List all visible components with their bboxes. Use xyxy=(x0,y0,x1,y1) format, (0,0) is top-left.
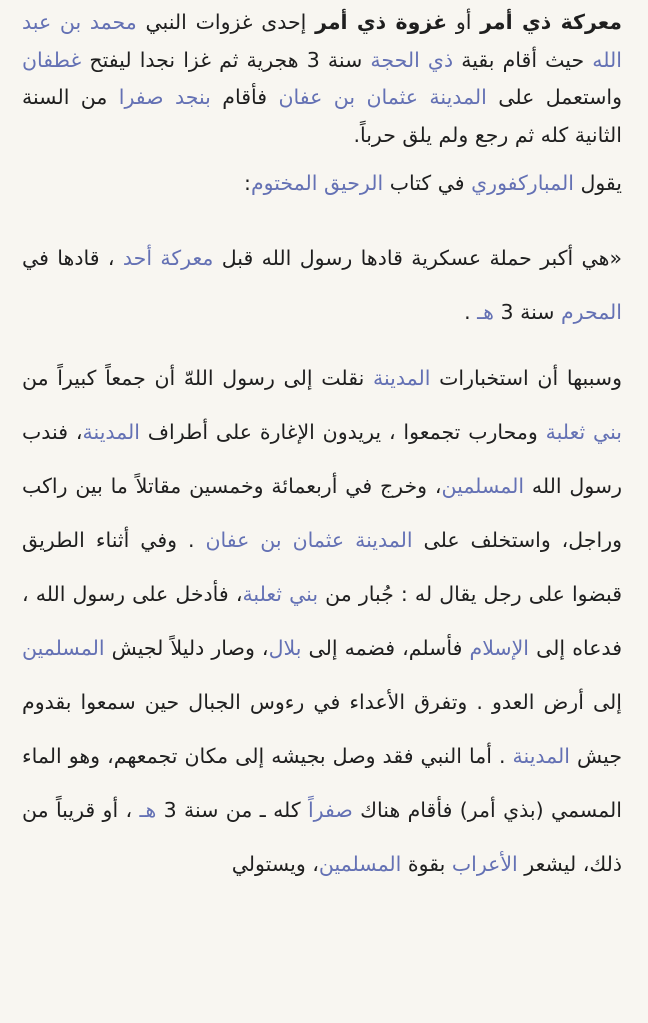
intro-text: من السنة الثانية كله ثم رجع ولم يلق حرباً. xyxy=(22,85,622,147)
link-ghatafan[interactable]: غطفان xyxy=(22,47,82,72)
body-text: . وفي أثناء الطريق قبضوا على رجل يقال له : جُبار من xyxy=(22,527,622,606)
body-text: فأسلم، فضمه إلى xyxy=(301,635,470,660)
link-najd[interactable]: بنجد xyxy=(174,85,211,109)
link-safar[interactable]: صفرا xyxy=(118,85,164,109)
link-muslims[interactable]: المسلمين xyxy=(441,473,525,498)
link-hijri[interactable]: هـ xyxy=(477,299,494,324)
quote-text: «هي أكبر حملة عسكرية قادها رسول الله قبل xyxy=(213,245,622,270)
link-battle-of-uhud[interactable]: معركة أحد xyxy=(122,245,214,270)
citation-text: : xyxy=(244,171,251,195)
citation-text: في كتاب xyxy=(383,171,472,195)
body-text: نقلت إلى رسول اللهّ أن جمعاً كبيراً من xyxy=(22,365,373,390)
body-text: إلى أرض العدو . وتفرق الأعداء في رءوس الجبال حين سمعوا بقدوم جيش xyxy=(22,689,622,768)
article-title-bold: معركة ذي أمر xyxy=(480,10,622,34)
link-uthman-ibn-affan[interactable]: المدينة عثمان بن عفان xyxy=(205,527,413,552)
citation-text: يقول xyxy=(573,171,622,195)
link-medina[interactable]: المدينة xyxy=(82,419,140,444)
link-banu-thalaba[interactable]: بني ثعلبة xyxy=(545,419,623,444)
link-prophet-muhammad[interactable]: محمد بن عبد الله xyxy=(22,10,622,72)
link-raheeq-al-makhtum[interactable]: الرحيق المختوم xyxy=(250,171,384,195)
body-text: ، فندب رسول الله xyxy=(22,419,622,498)
body-text: وسببها أن استخبارات xyxy=(430,365,622,390)
body-text: ، أو قريباً من ذلك، ليشعر xyxy=(22,797,622,876)
link-muharram[interactable]: المحرم xyxy=(560,299,622,324)
link-muslims[interactable]: المسلمين xyxy=(22,635,105,660)
intro-text: أو xyxy=(447,10,481,34)
link-muslims[interactable]: المسلمين xyxy=(318,851,402,876)
link-medina[interactable]: المدينة xyxy=(372,365,431,390)
intro-text: حيث أقام بقية xyxy=(453,47,593,72)
article-alt-title-bold: غزوة ذي أمر xyxy=(315,10,448,34)
link-mubarakpuri[interactable]: المباركفوري xyxy=(471,171,574,195)
link-islam[interactable]: الإسلام xyxy=(469,635,529,660)
link-dhul-hijjah[interactable]: ذي الحجة xyxy=(370,47,454,72)
body-text: ، فأدخل على رسول الله ، فدعاه إلى xyxy=(22,581,622,660)
intro-paragraph xyxy=(22,4,622,154)
body-text: بقوة xyxy=(401,851,452,876)
body-text: ، وخرج في أربعمائة وخمسين مقاتلاً ما بين راكب وراجل، واستخلف على xyxy=(22,473,622,552)
link-bilal[interactable]: بلال xyxy=(268,635,302,660)
intro-text xyxy=(164,85,175,109)
body-paragraph xyxy=(22,351,622,891)
link-medina[interactable]: المدينة xyxy=(512,743,570,768)
body-text: ، ويستولي xyxy=(231,851,319,876)
intro-text: فأقام xyxy=(210,85,279,109)
intro-text: سنة 3 هجرية ثم غزا نجدا ليفتح xyxy=(81,47,371,72)
intro-text: إحدى غزوات النبي xyxy=(136,10,316,34)
link-bedouins[interactable]: الأعراب xyxy=(451,851,518,876)
body-text: كله ـ من سنة 3 xyxy=(156,797,308,822)
quote-paragraph xyxy=(22,231,622,339)
quote-text: . xyxy=(464,299,478,324)
link-hijri[interactable]: هـ xyxy=(139,797,157,822)
body-text: ، وصار دليلاً لجيش xyxy=(104,635,269,660)
link-uthman-ibn-affan[interactable]: المدينة عثمان بن عفان xyxy=(278,85,487,109)
citation-line xyxy=(22,165,622,203)
link-banu-thalaba[interactable]: بني ثعلبة xyxy=(242,581,319,606)
body-text: . أما النبي فقد وصل بجيشه إلى مكان تجمعهم، وهو الماء المسمي (بذي أمر) فأقام هناك xyxy=(22,743,622,822)
intro-text: واستعمل على xyxy=(486,85,622,109)
quote-text: ، قادها في xyxy=(22,245,123,270)
quote-text: سنة 3 xyxy=(494,299,561,324)
link-safar[interactable]: صفراً xyxy=(307,797,353,822)
body-text: ومحارب تجمعوا ، يريدون الإغارة على أطراف xyxy=(139,419,546,444)
